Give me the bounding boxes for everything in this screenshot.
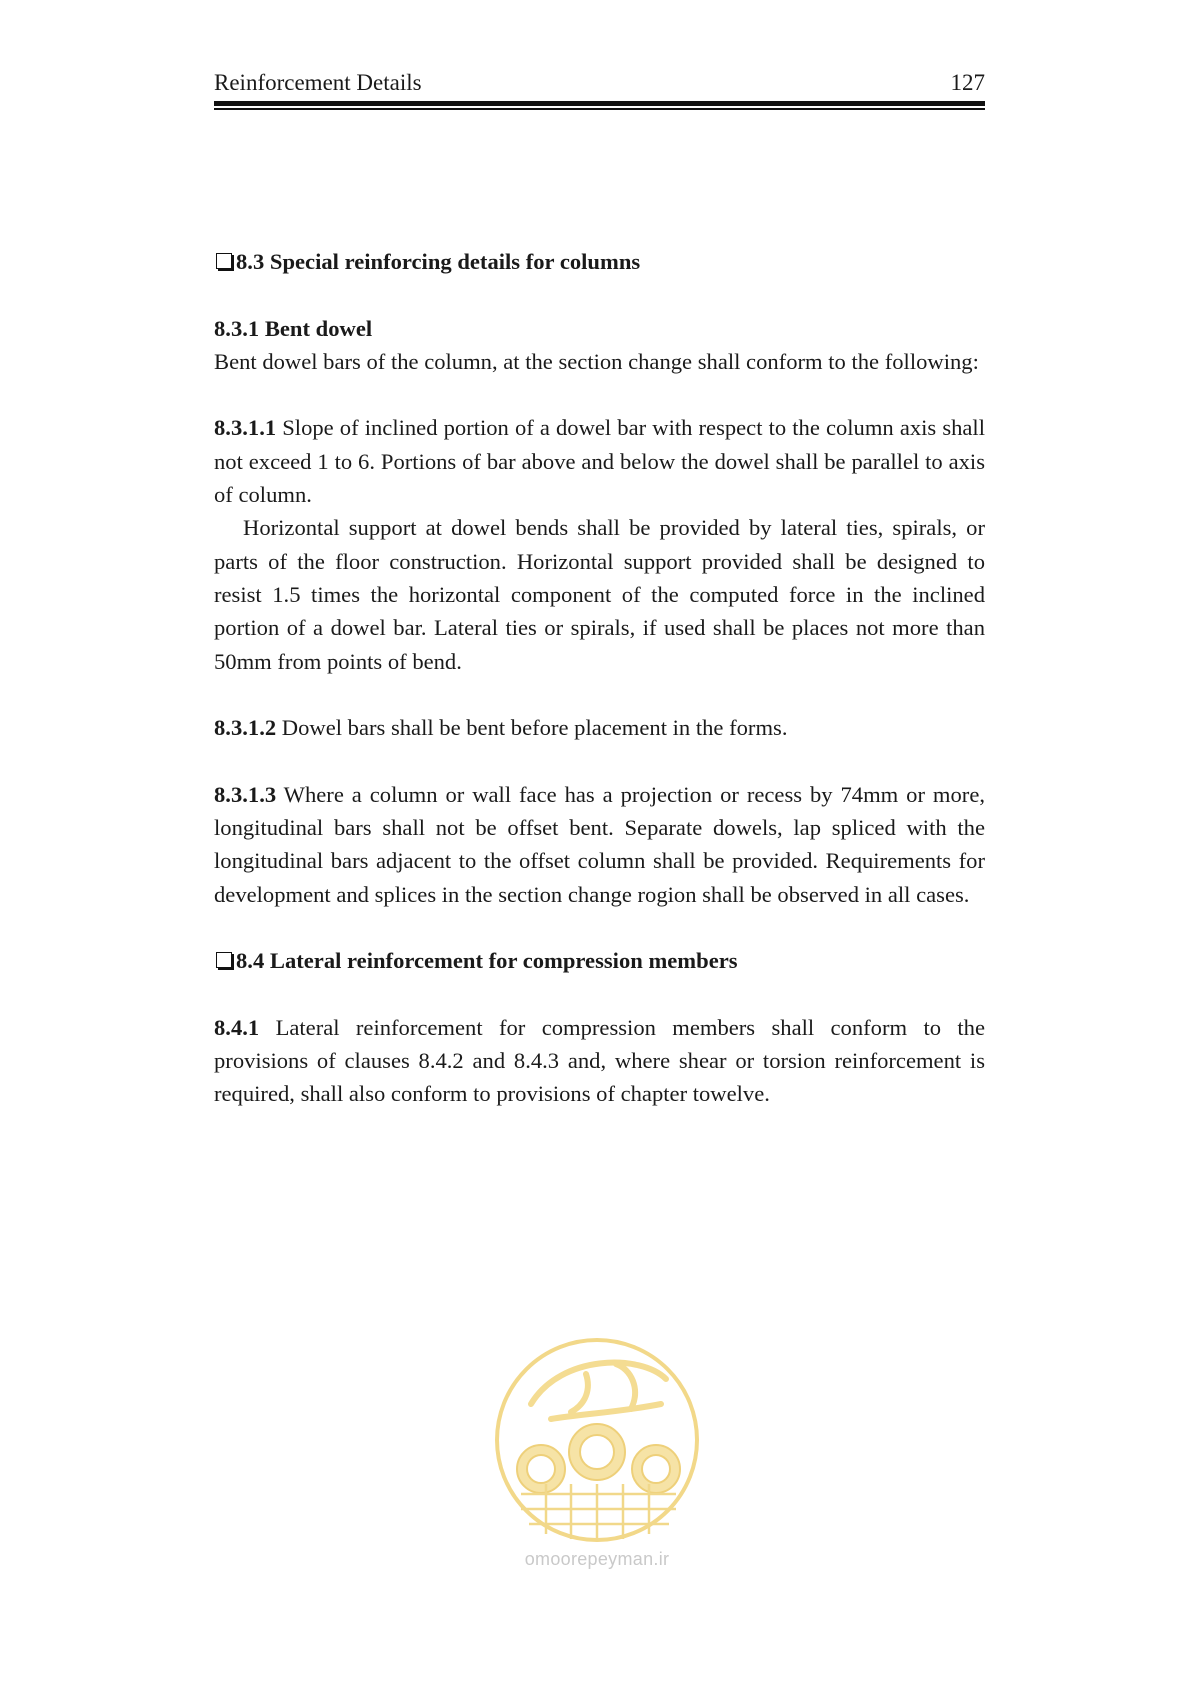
clause-number: 8.3.1.3 <box>214 781 277 807</box>
watermark <box>491 1334 703 1584</box>
watermark-url: omoorepeyman.ir <box>524 1549 670 1569</box>
header-rule-thin <box>214 108 985 110</box>
clause-text: Where a column or wall face has a projection or recess by 74mm or more, longitudinal bars shall not be offset bent. Separate dowels, lap spliced with the longitudinal bars adjacent to the offset column shall be provided. Requirements for development and splices in the section change rogion shall be observed in all cases. <box>214 781 985 907</box>
running-header <box>214 70 985 100</box>
subsection-heading-8-3-1: 8.3.1 Bent dowel <box>214 315 373 341</box>
paragraph-8-3-1-intro: Bent dowel bars of the column, at the section change shall conform to the following: <box>214 348 979 374</box>
box-bullet-icon <box>216 952 232 968</box>
clause-text: Slope of inclined portion of a dowel bar with respect to the column axis shall not exceed 1 to 6. Portions of bar above and below the dowel shall be parallel to axis of column. <box>214 415 985 508</box>
clause-number: 8.3.1.2 <box>214 715 277 741</box>
paragraph-8-4-1 <box>214 1011 985 1111</box>
clause-text: Lateral reinforcement for compression members shall conform to the provisions of clauses 8.4.2 and 8.4.3 and, where shear or torsion reinforcement is required, shall also conform to provisions of chapter towelve. <box>214 1014 985 1107</box>
paragraph-8-3-1-1-continued: Horizontal support at dowel bends shall be provided by lateral ties, spirals, or parts of the floor construction. Horizontal support provided shall be designed to resist 1.5 times the horizontal component of the computed force in the inclined portion of a dowel bar. Lateral ties or spirals, if used shall be places not more than 50mm from points of bend. <box>214 515 985 674</box>
paragraph-8-3-1-2 <box>214 711 985 744</box>
header-rule-thick <box>214 101 985 106</box>
header-title: Reinforcement Details <box>214 70 422 95</box>
section-heading-8-3 <box>214 245 985 278</box>
page-number: 127 <box>950 70 985 95</box>
section-heading-text: 8.4 Lateral reinforcement for compression members <box>236 948 738 974</box>
paragraph-8-3-1-1 <box>214 411 985 511</box>
clause-number: 8.4.1 <box>214 1014 260 1040</box>
box-bullet-icon <box>216 253 232 269</box>
paragraph-8-3-1-3 <box>214 778 985 911</box>
header-rule <box>214 101 985 110</box>
clause-text: Dowel bars shall be bent before placement in the forms. <box>276 715 788 741</box>
section-heading-text: 8.3 Special reinforcing details for columns <box>236 249 641 274</box>
gear-logo-icon <box>491 1334 703 1546</box>
section-heading-8-4 <box>214 944 985 977</box>
body-text <box>214 245 985 1144</box>
clause-number: 8.3.1.1 <box>214 415 277 441</box>
